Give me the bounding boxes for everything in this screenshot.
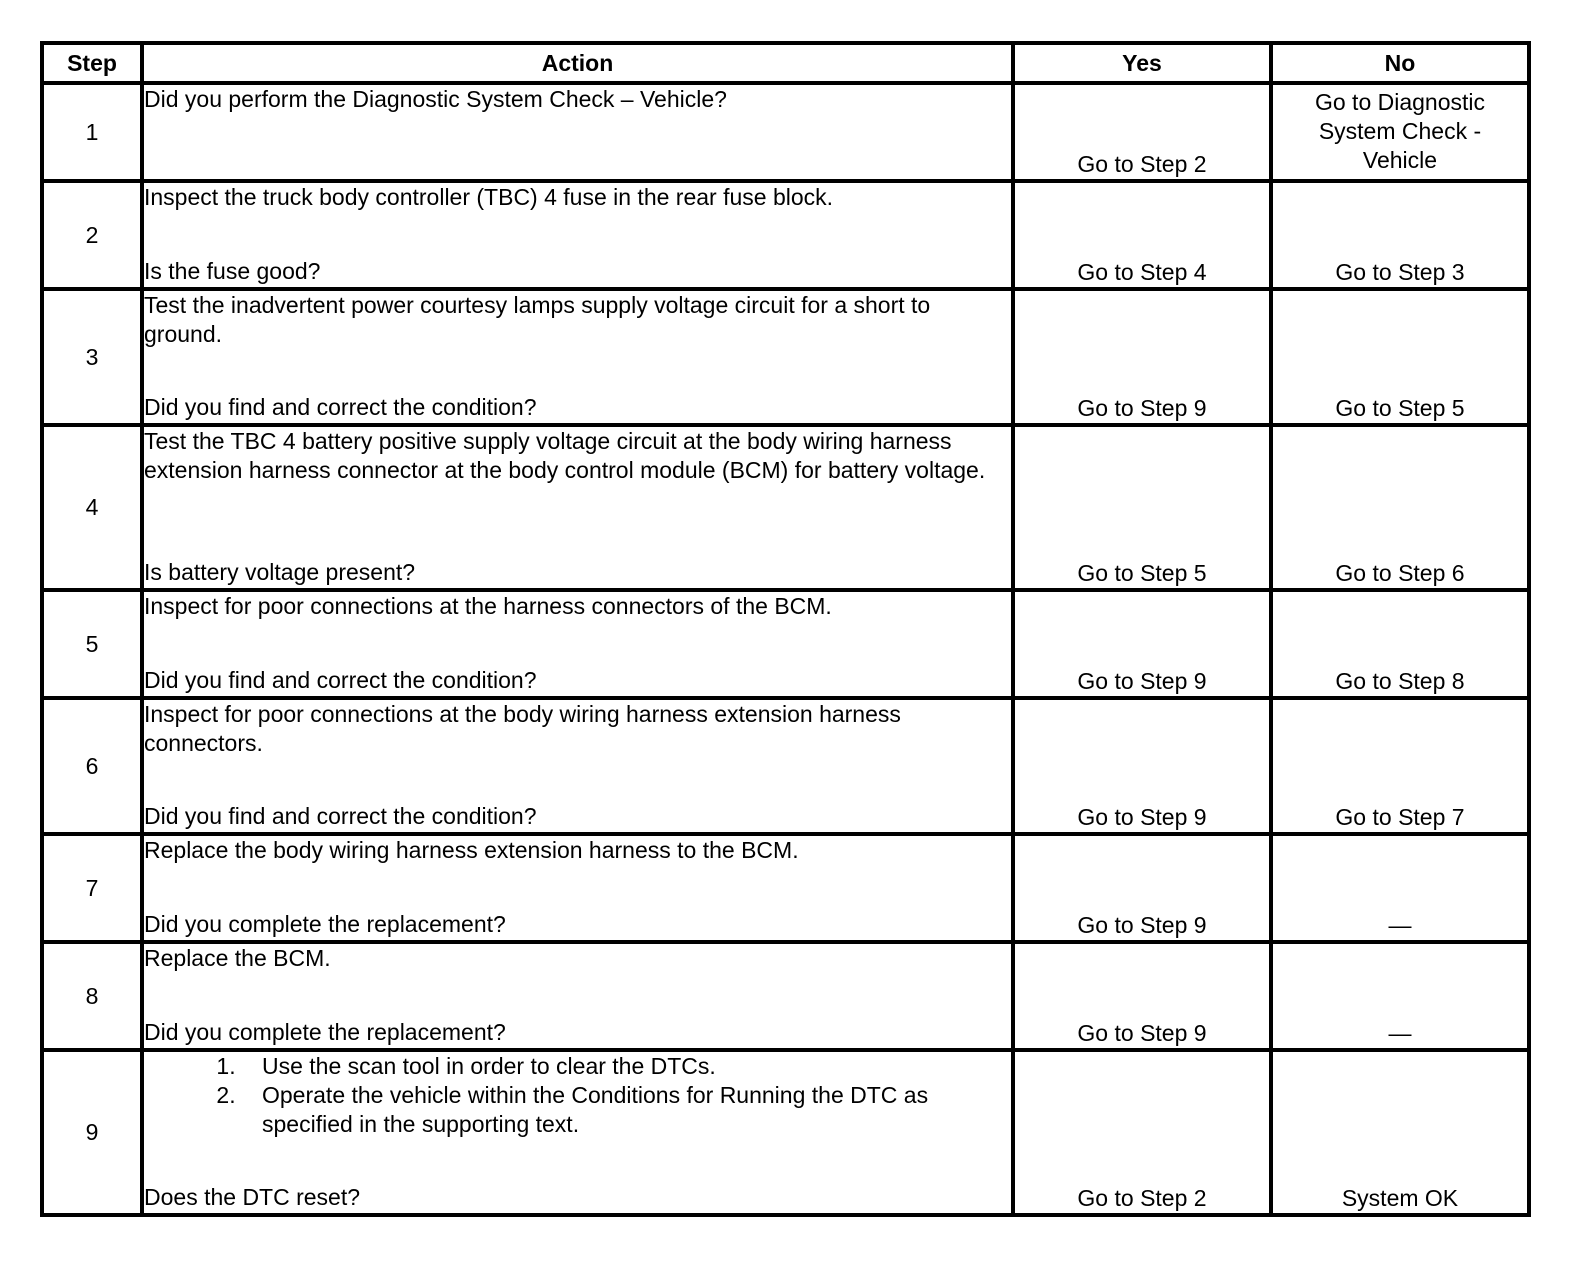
table-row [42, 698, 1529, 834]
table-row [42, 289, 1529, 425]
table-row [42, 181, 1529, 289]
no-cell [1271, 942, 1529, 1050]
action-text: Replace the body wiring harness extension harness to the BCM. [144, 837, 799, 863]
no-cell [1271, 83, 1529, 181]
header-no: No [1271, 43, 1529, 83]
no-dash: — [1388, 1020, 1412, 1046]
no-cell: Go to Step 8 [1271, 590, 1529, 698]
no-cell: Go to Step 7 [1271, 698, 1529, 834]
list-item: 2. Operate the vehicle within the Conditions for Running the DTC as specified in the supporting text. [242, 1081, 1011, 1139]
action-text: Test the TBC 4 battery positive supply voltage circuit at the body wiring harness extension harness connector at the body control module (BCM) for battery voltage. [144, 428, 986, 483]
table-row [42, 83, 1529, 181]
action-cell [142, 834, 1013, 942]
action-question: Did you find and correct the condition? [144, 394, 537, 420]
action-question: Is battery voltage present? [144, 559, 416, 585]
action-text: Test the inadvertent power courtesy lamps supply voltage circuit for a short to ground. [144, 292, 931, 347]
yes-cell: Go to Step 9 [1013, 289, 1271, 425]
table-row [42, 425, 1529, 590]
step-number: 2 [42, 181, 142, 289]
action-question: Did you find and correct the condition? [144, 667, 537, 693]
yes-cell: Go to Step 2 [1013, 1050, 1271, 1215]
action-text: Did you perform the Diagnostic System Check – Vehicle? [144, 86, 727, 112]
action-cell [142, 942, 1013, 1050]
table-row [42, 590, 1529, 698]
no-cell [1271, 834, 1529, 942]
action-cell [142, 698, 1013, 834]
action-question: Did you find and correct the condition? [144, 803, 537, 829]
yes-cell: Go to Step 2 [1013, 83, 1271, 181]
action-cell [142, 425, 1013, 590]
action-question: Did you complete the replacement? [144, 911, 506, 937]
header-row [42, 43, 1529, 83]
action-text: Inspect for poor connections at the harness connectors of the BCM. [144, 593, 832, 619]
step-number: 9 [42, 1050, 142, 1215]
action-cell [142, 83, 1013, 181]
action-text: Replace the BCM. [144, 945, 331, 971]
action-question: Is the fuse good? [144, 258, 321, 284]
no-cell: System OK [1271, 1050, 1529, 1215]
diagnostic-table [40, 41, 1531, 1217]
action-question: Does the DTC reset? [144, 1184, 361, 1210]
action-question: Did you complete the replacement? [144, 1019, 506, 1045]
step-number: 4 [42, 425, 142, 590]
no-cell: Go to Step 6 [1271, 425, 1529, 590]
step-number: 1 [42, 83, 142, 181]
table-row [42, 834, 1529, 942]
header-action: Action [142, 43, 1013, 83]
table-row [42, 942, 1529, 1050]
action-cell [142, 181, 1013, 289]
yes-cell: Go to Step 9 [1013, 942, 1271, 1050]
no-dash: — [1388, 912, 1412, 938]
step-number: 6 [42, 698, 142, 834]
table-row [42, 1050, 1529, 1215]
no-text: Go to Diagnostic System Check - Vehicle [1314, 89, 1486, 173]
action-cell [142, 289, 1013, 425]
yes-cell: Go to Step 9 [1013, 698, 1271, 834]
yes-cell: Go to Step 9 [1013, 834, 1271, 942]
step-number: 8 [42, 942, 142, 1050]
step-number: 3 [42, 289, 142, 425]
no-cell: Go to Step 5 [1271, 289, 1529, 425]
action-list [144, 1052, 1011, 1139]
action-text: Inspect for poor connections at the body wiring harness extension harness connectors. [144, 701, 901, 756]
yes-cell: Go to Step 5 [1013, 425, 1271, 590]
header-yes: Yes [1013, 43, 1271, 83]
step-number: 5 [42, 590, 142, 698]
list-item: 1. Use the scan tool in order to clear the DTCs. [242, 1052, 1011, 1081]
header-step: Step [42, 43, 142, 83]
yes-cell: Go to Step 9 [1013, 590, 1271, 698]
action-cell [142, 590, 1013, 698]
action-cell [142, 1050, 1013, 1215]
action-text: Inspect the truck body controller (TBC) 4 fuse in the rear fuse block. [144, 184, 834, 210]
no-cell: Go to Step 3 [1271, 181, 1529, 289]
yes-cell: Go to Step 4 [1013, 181, 1271, 289]
step-number: 7 [42, 834, 142, 942]
